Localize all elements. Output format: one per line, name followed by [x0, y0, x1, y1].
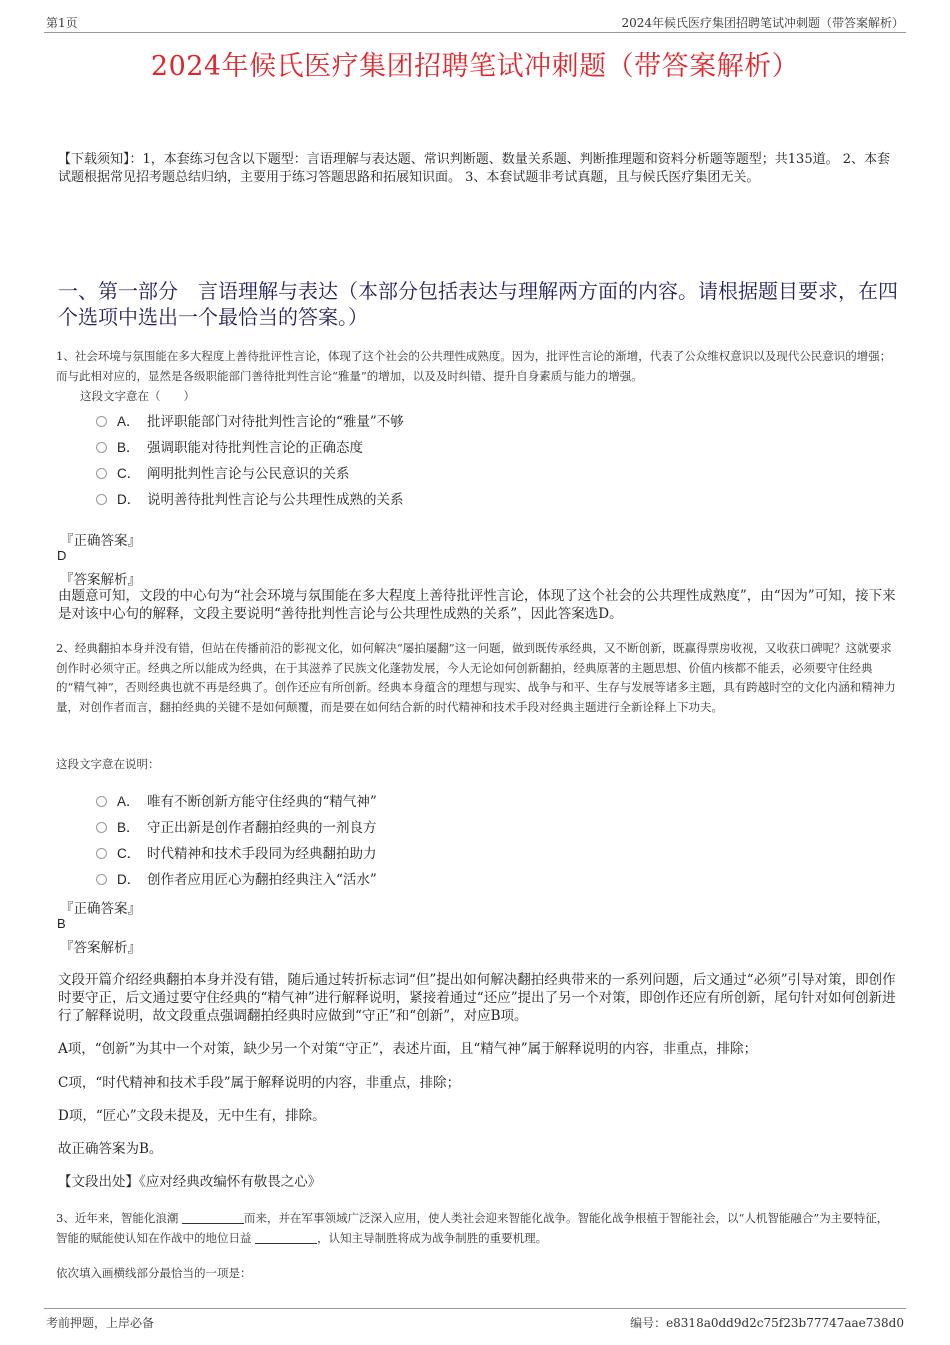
page-number: 第1页 [46, 16, 78, 30]
fill-blank-1[interactable] [182, 1211, 244, 1224]
download-notice: 【下载须知】：1，本套练习包含以下题型：言语理解与表达题、常识判断题、数量关系题、判断推理题和资料分析题等题型；共135道。 2、本套试题根据常见招考题总结归纳，主要用于练习答题思路和拓展知识面。 3、本套试题非考试真题，且与候氏医疗集团无关。 [58, 152, 890, 185]
radio-icon[interactable] [96, 874, 107, 885]
q1-option-a[interactable]: A． 批评职能部门对待批判性言论的“雅量”不够 [96, 410, 404, 430]
header-divider [44, 32, 906, 33]
q2-option-c[interactable]: C． 时代精神和技术手段同为经典翻拍助力 [96, 842, 377, 862]
q2-source: 【文段出处】《应对经典改编怀有敬畏之心》 [58, 1174, 322, 1190]
q2-option-b[interactable]: B． 守正出新是创作者翻拍经典的一剂良方 [96, 816, 377, 836]
q1-option-b[interactable]: B． 强调职能对待批判性言论的正确态度 [96, 436, 363, 456]
radio-icon[interactable] [96, 442, 107, 453]
q2-analysis-label: 『答案解析』 [60, 940, 141, 956]
q2-conclusion: 故正确答案为B。 [58, 1141, 163, 1157]
question-2-prompt: 这段文字意在说明： [56, 757, 160, 771]
fill-blank-2[interactable] [255, 1231, 317, 1244]
q2-option-d[interactable]: D． 创作者应用匠心为翻拍经典注入“活水” [96, 868, 377, 888]
q1-answer: D [57, 548, 67, 563]
q2-analysis: 文段开篇介绍经典翻拍本身并没有错，随后通过转折标志词“但”提出如何解决翻拍经典带来的一系列问题，后文通过“必须”引导对策，即创作时要守正，后文通过要守住经典的“精气神”进行解释说明，紧接着通过“还应”提出了另一个对策，即创作还应有所创新，尾句针对如何创新进行了解释说明，故文段重点强调翻拍经典时应做到“守正”和“创新”，对应B项。 [58, 972, 896, 1024]
radio-icon[interactable] [96, 416, 107, 427]
radio-icon[interactable] [96, 468, 107, 479]
question-3-prompt: 依次填入画横线部分最恰当的一项是： [56, 1266, 252, 1280]
radio-icon[interactable] [96, 494, 107, 505]
document-code: 编号：e8318a0dd9d2c75f23b77747aae738d0 [630, 1316, 904, 1330]
q2-option-a[interactable]: A． 唯有不断创新方能守住经典的“精气神” [96, 790, 377, 810]
radio-icon[interactable] [96, 848, 107, 859]
q2-point-c: C项，“时代精神和技术手段”属于解释说明的内容，非重点，排除； [58, 1075, 461, 1091]
footer-divider [44, 1308, 906, 1309]
footer-slogan: 考前押题，上岸必备 [46, 1316, 155, 1330]
question-1-stem: 1、社会环境与氛围能在多大程度上善待批评性言论，体现了这个社会的公共理性成熟度。因为，批评性言论的渐增，代表了公众维权意识以及现代公民意识的增强；而与此相对应的，显然是各级职能部门善待批判性言论“雅量”的增加，以及及时纠错、提升自身素质与能力的增强。 [56, 349, 892, 383]
document-title: 2024年候氏医疗集团招聘笔试冲刺题（带答案解析） [150, 51, 800, 82]
q1-analysis-label: 『答案解析』 [60, 572, 141, 588]
q1-analysis: 由题意可知，文段的中心句为“社会环境与氛围能在多大程度上善待批评性言论，体现了这个社会的公共理性成熟度”，由“因为”可知，接下来是对该中心句的解释，文段主要说明“善待批判性言论与公共理性成熟的关系”，因此答案选D。 [58, 588, 896, 622]
section-heading: 一、第一部分 言语理解与表达（本部分包括表达与理解两方面的内容。请根据题目要求，在四个选项中选出一个最恰当的答案。） [58, 279, 898, 329]
running-title: 2024年候氏医疗集团招聘笔试冲刺题（带答案解析） [621, 16, 904, 30]
q2-answer: B [57, 916, 66, 931]
question-1-prompt: 这段文字意在（ ） [80, 389, 195, 403]
q2-point-a: A项，“创新”为其中一个对策，缺少另一个对策“守正”，表述片面，且“精气神”属于解释说明的内容，非重点，排除； [58, 1041, 758, 1057]
radio-icon[interactable] [96, 822, 107, 833]
q1-answer-label: 『正确答案』 [60, 533, 141, 549]
question-3-stem: 3、近年来，智能化浪潮 而来，并在军事领域广泛深入应用，使人类社会迎来智能化战争。智能化战争根植于智能社会，以“人机智能融合”为主要特征，智能的赋能使认知在作战中的地位日益 ，认知主导制胜将成为战争制胜的重要机理。 [56, 1211, 889, 1245]
q2-point-d: D项，“匠心”文段未提及，无中生有，排除。 [58, 1108, 326, 1124]
q2-answer-label: 『正确答案』 [60, 901, 141, 917]
question-2-stem: 2、经典翻拍本身并没有错，但站在传播前沿的影视文化，如何解决“屡拍屡翻”这一问题，做到既传承经典，又不断创新，既赢得票房收视，又收获口碑呢？这就要求创作时必须守正。经典之所以能成为经典，在于其滋养了民族文化蓬勃发展，今人无论如何创新翻拍，经典原著的主题思想、价值内核都不能丢，必须要守住经典的“精气神”，否则经典也就不再是经典了。创作还应有所创新。经典本身蕴含的理想与现实、战争与和平、生存与发展等诸多主题，具有跨越时空的文化内涵和精神力量，对创作者而言，翻拍经典的关键不是如何颠覆，而是要在如何结合新的时代精神和技术手段对经典主题进行全新诠释上下功夫。 [56, 641, 896, 714]
q1-option-d[interactable]: D． 说明善待批判性言论与公共理性成熟的关系 [96, 488, 404, 508]
q1-option-c[interactable]: C． 阐明批判性言论与公民意识的关系 [96, 462, 350, 482]
radio-icon[interactable] [96, 796, 107, 807]
